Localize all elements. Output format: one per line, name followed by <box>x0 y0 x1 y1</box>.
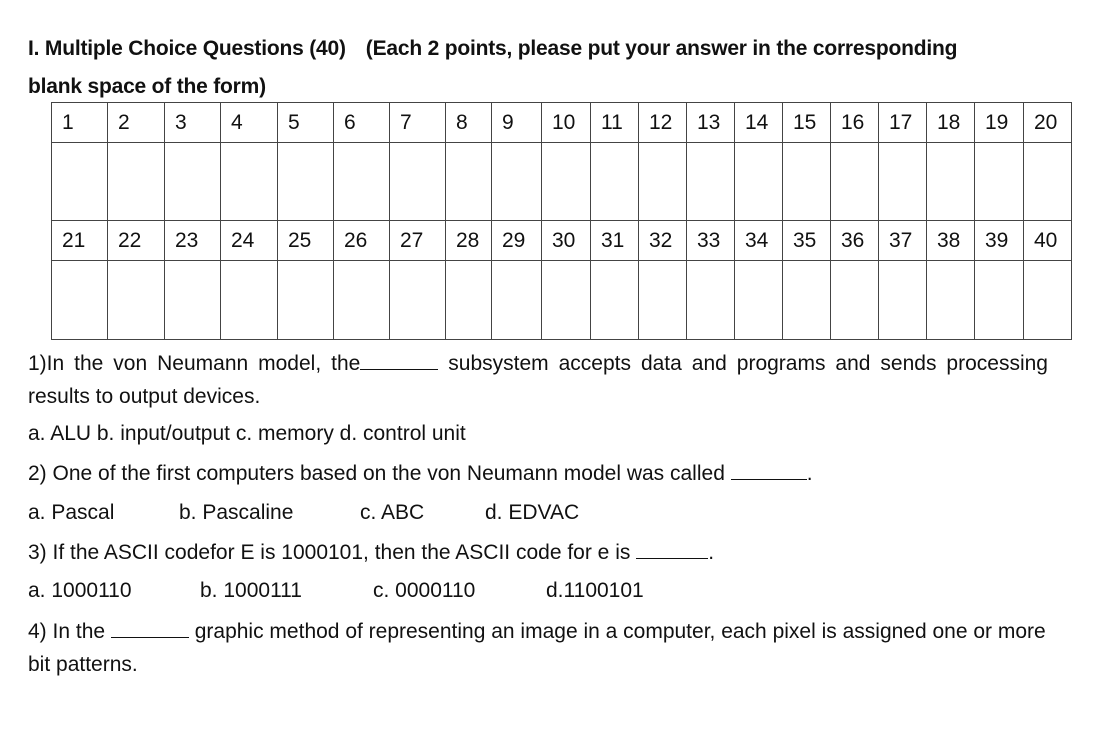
question-2-option-d[interactable]: d. EDVAC <box>485 501 580 524</box>
question-3-stem-start: 3) If the ASCII codefor E is 1000101, then the ASCII code for e is <box>28 541 637 564</box>
answer-blank-cell[interactable] <box>108 143 165 221</box>
answer-blank-cell[interactable] <box>221 143 278 221</box>
answer-number-cell: 8 <box>446 103 492 143</box>
answer-number-cell: 23 <box>165 221 221 261</box>
answer-blank-cell[interactable] <box>390 261 446 340</box>
answer-number-cell: 12 <box>639 103 687 143</box>
answer-blank-cell[interactable] <box>1024 261 1072 340</box>
question-3-stem-end: . <box>708 541 715 564</box>
answer-number-cell: 14 <box>735 103 783 143</box>
answer-number-cell: 33 <box>687 221 735 261</box>
answer-number-cell: 39 <box>975 221 1024 261</box>
answer-number-cell: 1 <box>52 103 108 143</box>
question-2-option-b[interactable]: b. Pascaline <box>179 501 294 524</box>
question-4-stem-end: graphic method of representing an image in a computer, each pixel is assigned one or more bit patterns. <box>28 620 1046 676</box>
question-4-blank[interactable] <box>111 619 189 638</box>
question-1-stem-end: subsystem accepts data and programs and sends processing results to output devices. <box>28 352 1048 408</box>
answer-blank-cell[interactable] <box>542 143 591 221</box>
question-2-stem-end: . <box>806 462 813 485</box>
answer-number-cell: 32 <box>639 221 687 261</box>
question-3-options <box>28 576 644 606</box>
answer-blank-cell[interactable] <box>687 261 735 340</box>
answer-blank-cell[interactable] <box>52 143 108 221</box>
answer-number-cell: 30 <box>542 221 591 261</box>
answer-number-cell: 13 <box>687 103 735 143</box>
question-3-option-c[interactable]: c. 0000110 <box>373 579 476 602</box>
section-instructions: (Each 2 points, please put your answer in the corresponding <box>365 37 958 60</box>
section-title: I. Multiple Choice Questions (40) <box>28 37 346 60</box>
answer-blank-cell[interactable] <box>1024 143 1072 221</box>
answer-number-cell: 21 <box>52 221 108 261</box>
answer-blank-cell[interactable] <box>735 261 783 340</box>
answer-blank-cell[interactable] <box>975 143 1024 221</box>
question-1-options <box>28 419 466 449</box>
answer-number-cell: 16 <box>831 103 879 143</box>
answer-number-cell: 20 <box>1024 103 1072 143</box>
question-3-option-b[interactable]: b. 1000111 <box>200 579 302 602</box>
answer-blank-cell[interactable] <box>221 261 278 340</box>
answer-blank-cell[interactable] <box>879 143 927 221</box>
question-2 <box>28 457 813 490</box>
question-1 <box>28 347 1048 413</box>
answer-number-cell: 22 <box>108 221 165 261</box>
answer-number-cell: 28 <box>446 221 492 261</box>
answer-blank-cell[interactable] <box>639 261 687 340</box>
question-2-option-c[interactable]: c. ABC <box>360 501 425 524</box>
answer-number-cell: 29 <box>492 221 542 261</box>
answer-blank-cell[interactable] <box>975 261 1024 340</box>
answer-blank-cell[interactable] <box>927 261 975 340</box>
answer-blank-cell[interactable] <box>492 143 542 221</box>
answer-blank-cell[interactable] <box>446 143 492 221</box>
answer-number-cell: 26 <box>334 221 390 261</box>
question-2-blank[interactable] <box>731 461 807 480</box>
answer-blank-cell[interactable] <box>52 261 108 340</box>
answer-sheet-table <box>51 102 1072 340</box>
answer-blank-cell[interactable] <box>783 261 831 340</box>
answer-number-cell: 19 <box>975 103 1024 143</box>
answer-blank-cell[interactable] <box>278 143 334 221</box>
answer-number-cell: 31 <box>591 221 639 261</box>
answer-blank-cell[interactable] <box>927 143 975 221</box>
question-1-stem-start: 1)In the von Neumann model, the <box>28 352 361 375</box>
answer-blank-cell[interactable] <box>165 143 221 221</box>
answer-blank-cell[interactable] <box>278 261 334 340</box>
answer-blank-cell[interactable] <box>165 261 221 340</box>
answer-blank-cell[interactable] <box>591 143 639 221</box>
question-4-stem-start: 4) In the <box>28 620 111 643</box>
answer-blank-cell[interactable] <box>687 143 735 221</box>
answer-number-cell: 40 <box>1024 221 1072 261</box>
answer-number-cell: 37 <box>879 221 927 261</box>
question-2-option-a[interactable]: a. Pascal <box>28 501 115 524</box>
question-1-blank[interactable] <box>360 351 438 370</box>
answer-number-cell: 15 <box>783 103 831 143</box>
answer-number-cell: 9 <box>492 103 542 143</box>
answer-blank-cell[interactable] <box>390 143 446 221</box>
question-3-blank[interactable] <box>636 540 708 559</box>
answer-number-cell: 17 <box>879 103 927 143</box>
section-heading <box>28 30 1058 106</box>
answer-number-cell: 36 <box>831 221 879 261</box>
question-2-stem-start: 2) One of the first computers based on the von Neumann model was called <box>28 462 731 485</box>
answer-number-cell: 35 <box>783 221 831 261</box>
section-instructions-continued: blank space of the form) <box>28 75 266 98</box>
answer-blank-cell[interactable] <box>334 261 390 340</box>
question-4 <box>28 615 1058 681</box>
answer-number-cell: 6 <box>334 103 390 143</box>
answer-blank-cell[interactable] <box>492 261 542 340</box>
answer-blank-cell[interactable] <box>831 261 879 340</box>
answer-blank-cell[interactable] <box>108 261 165 340</box>
answer-blank-cell[interactable] <box>591 261 639 340</box>
answer-number-cell: 3 <box>165 103 221 143</box>
answer-blank-cell[interactable] <box>334 143 390 221</box>
answer-blank-cell[interactable] <box>735 143 783 221</box>
question-3-option-d[interactable]: d.1100101 <box>546 579 644 602</box>
question-3 <box>28 536 714 569</box>
answer-number-cell: 5 <box>278 103 334 143</box>
answer-number-cell: 34 <box>735 221 783 261</box>
answer-number-cell: 38 <box>927 221 975 261</box>
question-3-option-a[interactable]: a. 1000110 <box>28 579 132 602</box>
answer-number-cell: 24 <box>221 221 278 261</box>
answer-blank-cell[interactable] <box>783 143 831 221</box>
answer-blank-cell[interactable] <box>542 261 591 340</box>
answer-blank-cell[interactable] <box>831 143 879 221</box>
answer-number-cell: 10 <box>542 103 591 143</box>
answer-blank-cell[interactable] <box>446 261 492 340</box>
answer-number-cell: 11 <box>591 103 639 143</box>
answer-number-cell: 7 <box>390 103 446 143</box>
question-1-option-line[interactable]: a. ALU b. input/output c. memory d. control unit <box>28 422 466 445</box>
answer-blank-cell[interactable] <box>639 143 687 221</box>
answer-number-cell: 27 <box>390 221 446 261</box>
answer-number-cell: 18 <box>927 103 975 143</box>
answer-blank-cell[interactable] <box>879 261 927 340</box>
answer-number-cell: 25 <box>278 221 334 261</box>
answer-number-cell: 4 <box>221 103 278 143</box>
answer-number-cell: 2 <box>108 103 165 143</box>
question-2-options <box>28 498 579 528</box>
